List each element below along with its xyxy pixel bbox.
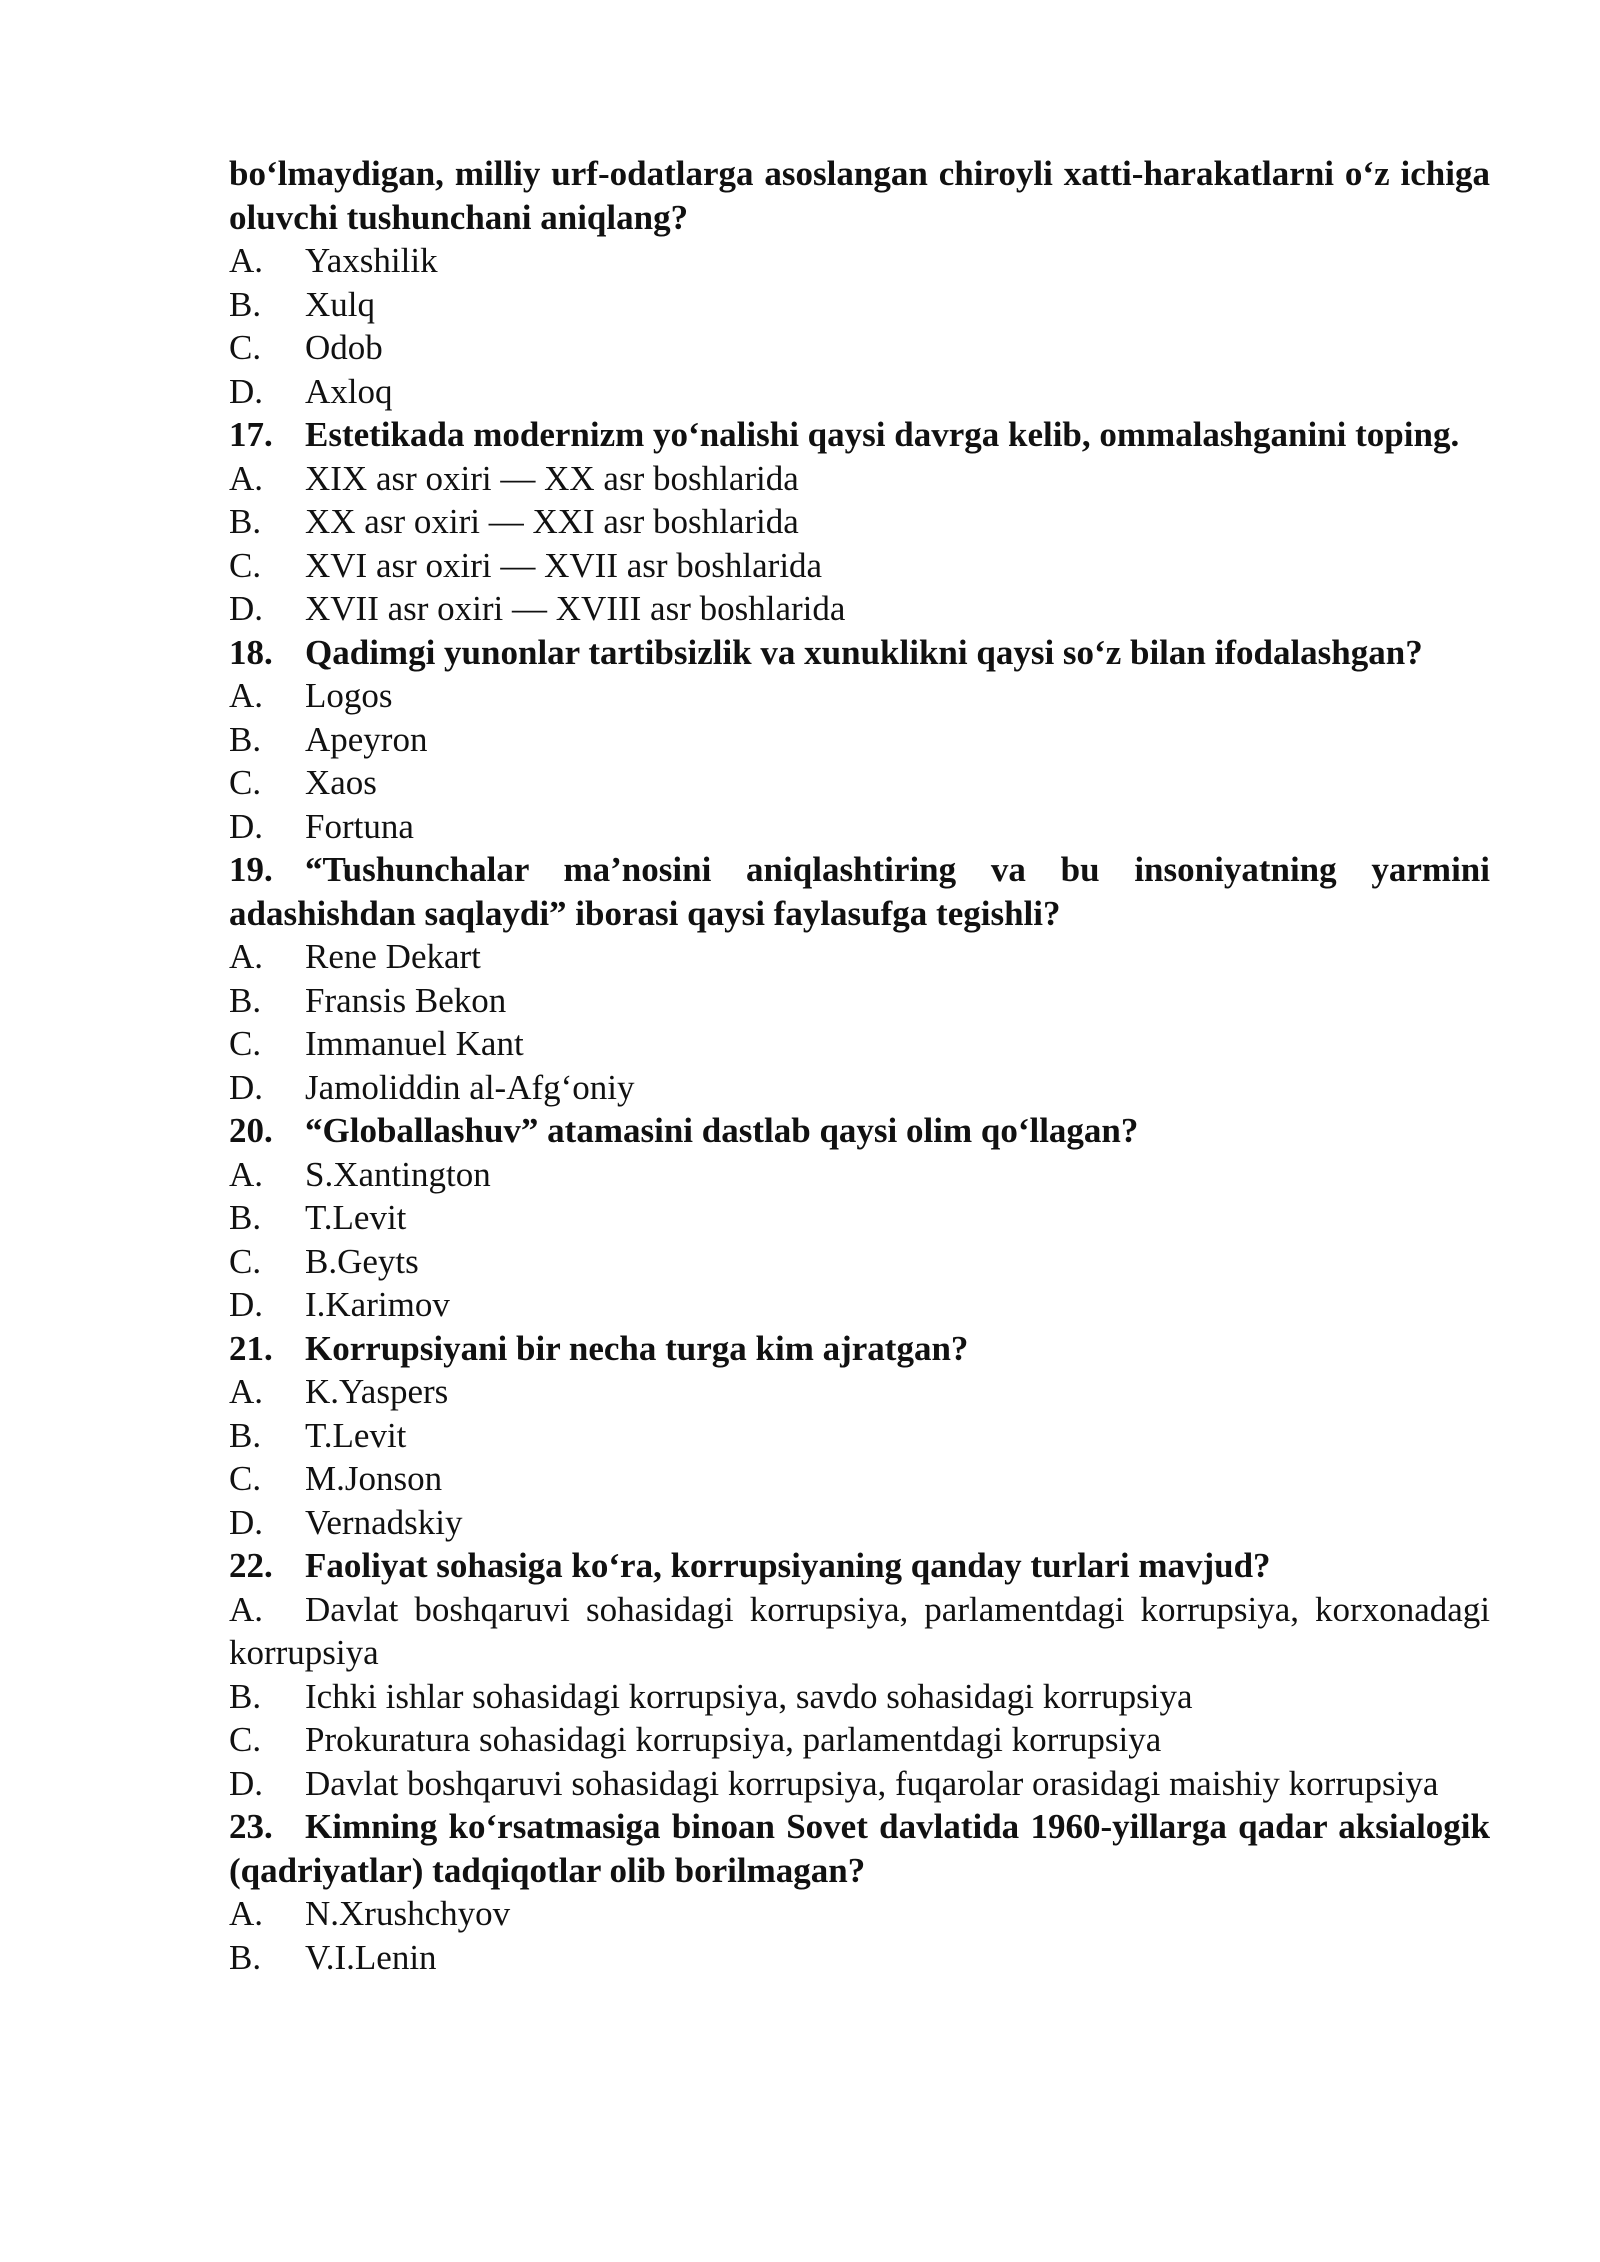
question-number: 19. [229,850,273,889]
option-text: Logos [305,676,393,715]
option-text: K.Yaspers [305,1372,449,1411]
answer-option [229,935,1490,979]
question-number: 21. [229,1328,273,1368]
question-number: 20. [229,1111,273,1150]
option-text: Apeyron [305,719,428,759]
answer-option [229,1762,1490,1806]
option-letter: D. [229,371,264,411]
answer-option [229,544,1490,588]
question-number: 18. [229,632,273,672]
option-text: XIX asr oxiri — XX asr boshlarida [305,458,799,498]
option-text: Axloq [305,371,393,411]
question [229,631,1490,675]
option-text: V.I.Lenin [305,1937,437,1977]
question-text: Korrupsiyani bir necha turga kim ajratgan? [305,1328,969,1368]
answer-option [229,1283,1490,1327]
option-letter: A. [229,1372,264,1411]
option-letter: A. [229,1589,264,1629]
option-letter: A. [229,1894,264,1933]
answer-option [229,674,1490,718]
option-letter: C. [229,545,262,585]
answer-option [229,1588,1490,1675]
question [229,1805,1490,1892]
option-text: XVI asr oxiri — XVII asr boshlarida [305,545,823,585]
answer-option [229,457,1490,501]
option-letter: B. [229,719,262,759]
option-text: XVII asr oxiri — XVIII asr boshlarida [305,589,846,628]
option-text: Xulq [305,284,375,324]
option-text: Jamoliddin al-Afg‘oniy [305,1067,635,1107]
answer-option [229,1196,1490,1240]
answer-option [229,370,1490,414]
question-text: bo‘lmaydigan, milliy urf-odatlarga asoslangan chiroyli xatti-harakatlarni o‘z ichiga oluvchi tushunchani aniqlang? [229,154,1490,237]
question [229,1544,1490,1588]
question-text: Estetikada modernizm yo‘nalishi qaysi davrga kelib, ommalashganini toping. [305,415,1460,454]
option-letter: B. [229,284,262,324]
question-text: “Globallashuv” atamasini dastlab qaysi olim qo‘llagan? [305,1111,1139,1150]
answer-option [229,1501,1490,1545]
option-text: Odob [305,328,383,367]
option-text: I.Karimov [305,1285,450,1324]
answer-option [229,500,1490,544]
answer-option [229,1414,1490,1458]
option-letter: C. [229,328,262,367]
option-letter: A. [229,1154,264,1194]
answer-option [229,283,1490,327]
question [229,413,1490,457]
answer-option [229,718,1490,762]
option-letter: C. [229,1241,262,1281]
question-number: 17. [229,415,273,454]
answer-option [229,979,1490,1023]
option-text: Fortuna [305,806,414,846]
option-letter: D. [229,806,264,846]
option-text: Rene Dekart [305,937,481,976]
option-text: Yaxshilik [305,241,438,280]
option-text: XX asr oxiri — XXI asr boshlarida [305,502,799,541]
option-text: Xaos [305,763,377,802]
option-letter: B. [229,1415,262,1455]
document-page [229,152,1490,1979]
option-letter: D. [229,589,264,628]
question-text: Kimning ko‘rsatmasiga binoan Sovet davlatida 1960-yillarga qadar aksialogik (qadriyatlar) tadqiqotlar olib borilmagan? [229,1807,1490,1890]
answer-option [229,1022,1490,1066]
answer-option [229,239,1490,283]
option-letter: B. [229,1676,262,1716]
answer-option [229,1240,1490,1284]
option-letter: D. [229,1502,264,1542]
answer-option [229,1370,1490,1414]
option-letter: D. [229,1285,264,1324]
option-letter: B. [229,1937,262,1977]
answer-option [229,1936,1490,1980]
option-letter: A. [229,937,264,976]
option-letter: C. [229,763,262,802]
option-letter: B. [229,1198,262,1237]
option-text: Vernadskiy [305,1502,463,1542]
option-letter: C. [229,1459,262,1498]
answer-option [229,1457,1490,1501]
option-letter: A. [229,676,264,715]
option-text: T.Levit [305,1198,407,1237]
option-text: M.Jonson [305,1459,443,1498]
option-letter: D. [229,1067,264,1107]
question-text: “Tushunchalar ma’nosini aniqlashtiring va bu insoniyatning yarmini adashishdan saqlaydi” iborasi qaysi faylasufga tegishli? [229,850,1490,933]
option-text: Ichki ishlar sohasidagi korrupsiya, savdo sohasidagi korrupsiya [305,1676,1193,1716]
option-letter: C. [229,1024,262,1063]
option-text: S.Xantington [305,1154,491,1194]
question-text: Qadimgi yunonlar tartibsizlik va xunuklikni qaysi so‘z bilan ifodalashgan? [305,632,1423,672]
option-text: Davlat boshqaruvi sohasidagi korrupsiya, fuqarolar orasidagi maishiy korrupsiya [305,1763,1439,1803]
option-letter: B. [229,502,262,541]
answer-option [229,1892,1490,1936]
option-letter: C. [229,1720,262,1759]
answer-option [229,326,1490,370]
answer-option [229,1153,1490,1197]
option-letter: B. [229,980,262,1020]
question [229,1109,1490,1153]
option-text: B.Geyts [305,1241,419,1281]
option-text: Prokuratura sohasidagi korrupsiya, parlamentdagi korrupsiya [305,1720,1162,1759]
option-text: Davlat boshqaruvi sohasidagi korrupsiya, parlamentdagi korrupsiya, korxonadagi korrupsiya [229,1589,1490,1672]
question-number: 22. [229,1546,273,1585]
answer-option [229,1675,1490,1719]
option-text: Immanuel Kant [305,1024,524,1063]
option-letter: A. [229,458,264,498]
option-letter: A. [229,241,264,280]
option-text: N.Xrushchyov [305,1894,511,1933]
option-letter: D. [229,1763,264,1803]
option-text: Fransis Bekon [305,980,507,1020]
question-text: Faoliyat sohasiga ko‘ra, korrupsiyaning qanday turlari mavjud? [305,1546,1271,1585]
answer-option [229,587,1490,631]
question-number: 23. [229,1807,273,1846]
answer-option [229,1718,1490,1762]
answer-option [229,805,1490,849]
question [229,1327,1490,1371]
option-text: T.Levit [305,1415,407,1455]
answer-option [229,1066,1490,1110]
answer-option [229,761,1490,805]
question [229,848,1490,935]
